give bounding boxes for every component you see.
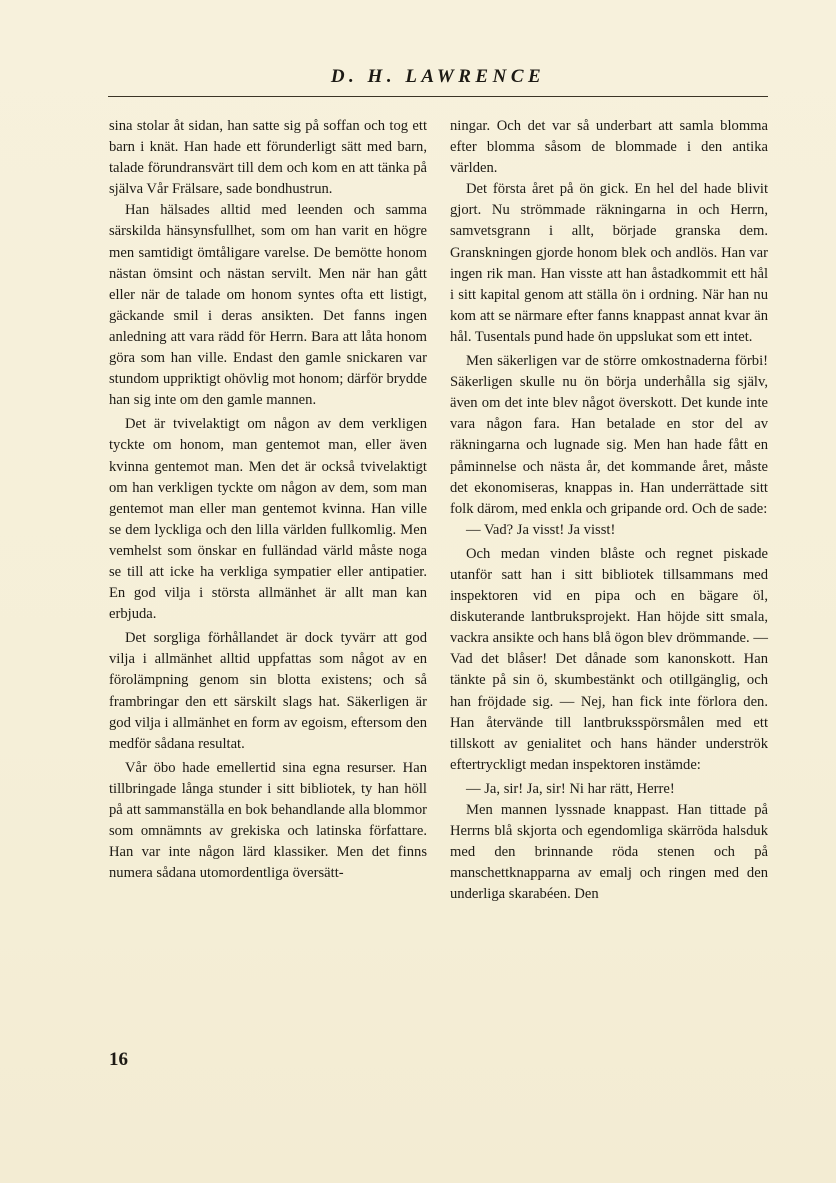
paragraph: ningar. Och det var så underbart att samla blomma efter blomma såsom de blommade i den antika världen. [450, 118, 768, 177]
paragraph: Och medan vinden blåste och regnet piskade utanför satt han i sitt bibliotek tillsammans med inspektoren vid en pipa och en bägare öl, diskuterande lantbruksprojekt. Han höjde sitt smala, vackra ansikte och hans blå ögon blev drömmande. — Vad det blåser! Det dånade som kanonskott. Han tänkte på sin ö, skumbestänkt och otillgänglig, och han fröjdade sig. — Nej, han fick inte förlora den. Han återvände till lantbruksspörsmålen med ett tillskott av genialitet och hans händer underströk eftertryckligt medan inspektoren instämde: [450, 545, 768, 773]
running-header: D. H. LAWRENCE [330, 66, 546, 87]
left-column [109, 116, 427, 884]
paragraph: Det första året på ön gick. En hel del hade blivit gjort. Nu strömmade räkningarna in och Herrn, samvetsgrann i allt, började granska dem. Granskningen gjorde honom blek och andlös. Han var ingen rik man. Han visste att han åstadkommit ett hål i sitt kapital genom att ställa ön i ordning. När han nu kom att se närmare efter fanns knappast annat kvar än hål. Tusentals pund hade ön uppslukat som ett intet. [450, 181, 768, 345]
paragraph: Det är tvivelaktigt om någon av dem verkligen tyckte om honom, man gentemot man, eller även kvinna gentemot man. Men det är också tvivelaktigt om han verkligen tyckte om någon av dem, som man gentemot man eller man gentemot kvinna. Han ville se dem lyckliga och den lilla världen fullkomlig. Men vemhelst som önskar en fulländad värld måste noga se till att icke ha verkliga sympatier eller antipatier. En god vilja i största allmänhet är allt man kan erbjuda. [109, 416, 427, 623]
dialogue-line: — Vad? Ja visst! Ja visst! [466, 521, 616, 538]
paragraph: Han hälsades alltid med leenden och samma särskilda hänsynsfullhet, som om han varit en högre men samtidigt ömtåligare varelse. De bemötte honom nästan ömsint och nästan servilt. Men när han gått eller när de talade om honom syntes ofta ett listigt, gäckande smil i deras ansikten. Det fanns ingen anledning att vara rädd för Herrn. Bara att låta honom göra som han ville. Endast den gamle snickaren var stundom uppriktigt ohövlig mot honom; därför brydde han sig inte om den gamle mannen. [109, 202, 427, 409]
paragraph: Vår öbo hade emellertid sina egna resurser. Han tillbringade långa stunder i sitt bibliotek, ty han höll på att sammanställa en bok behandlande alla blommor som omnämnts av grekiska och latinska författare. Han var inte någon lärd klassiker. Men det finns numera sådana utomordentliga översätt- [109, 759, 427, 882]
paragraph: Det sorgliga förhållandet är dock tyvärr att god vilja i allmänhet alltid uppfattas som något av en förolämpning genom sin blotta existens; och så frambringar den ett särskilt slags hat. Säkerligen är god vilja i allmänhet en form av egoism, eftersom den medför sådana resultat. [109, 630, 427, 752]
dialogue-line: — Ja, sir! Ja, sir! Ni har rätt, Herre! [466, 780, 675, 797]
paragraph: Men säkerligen var de större omkostnaderna förbi! Säkerligen skulle nu ön börja underhålla sig själv, även om det inte blev något överskott. Det kunde inte vara någon fara. Han betalade en stor del av räkningarna och lugnade sig. Men han hade fått en påminnelse och nästa år, det kommande året, måste det ekonomiseras, knappas in. Han underrättade sitt folk därom, med enkla och gripande ord. Och de sade: [450, 353, 768, 517]
header-rule [108, 96, 768, 97]
paragraph: Men mannen lyssnade knappast. Han tittade på Herrns blå skjorta och egendomliga skärröda halsduk med den brinnande röda stenen och på manschettknapparna av emalj och ringen med den underliga skarabéen. Den [450, 802, 768, 903]
right-column [450, 116, 768, 905]
page-number: 16 [109, 1049, 128, 1070]
paragraph: sina stolar åt sidan, han satte sig på soffan och tog ett barn i knät. Han hade ett förunderligt sätt med barn, talade förundransvärt till dem och kom en att tänka på själva Vår Frälsare, sade bondhustrun. [109, 118, 427, 198]
